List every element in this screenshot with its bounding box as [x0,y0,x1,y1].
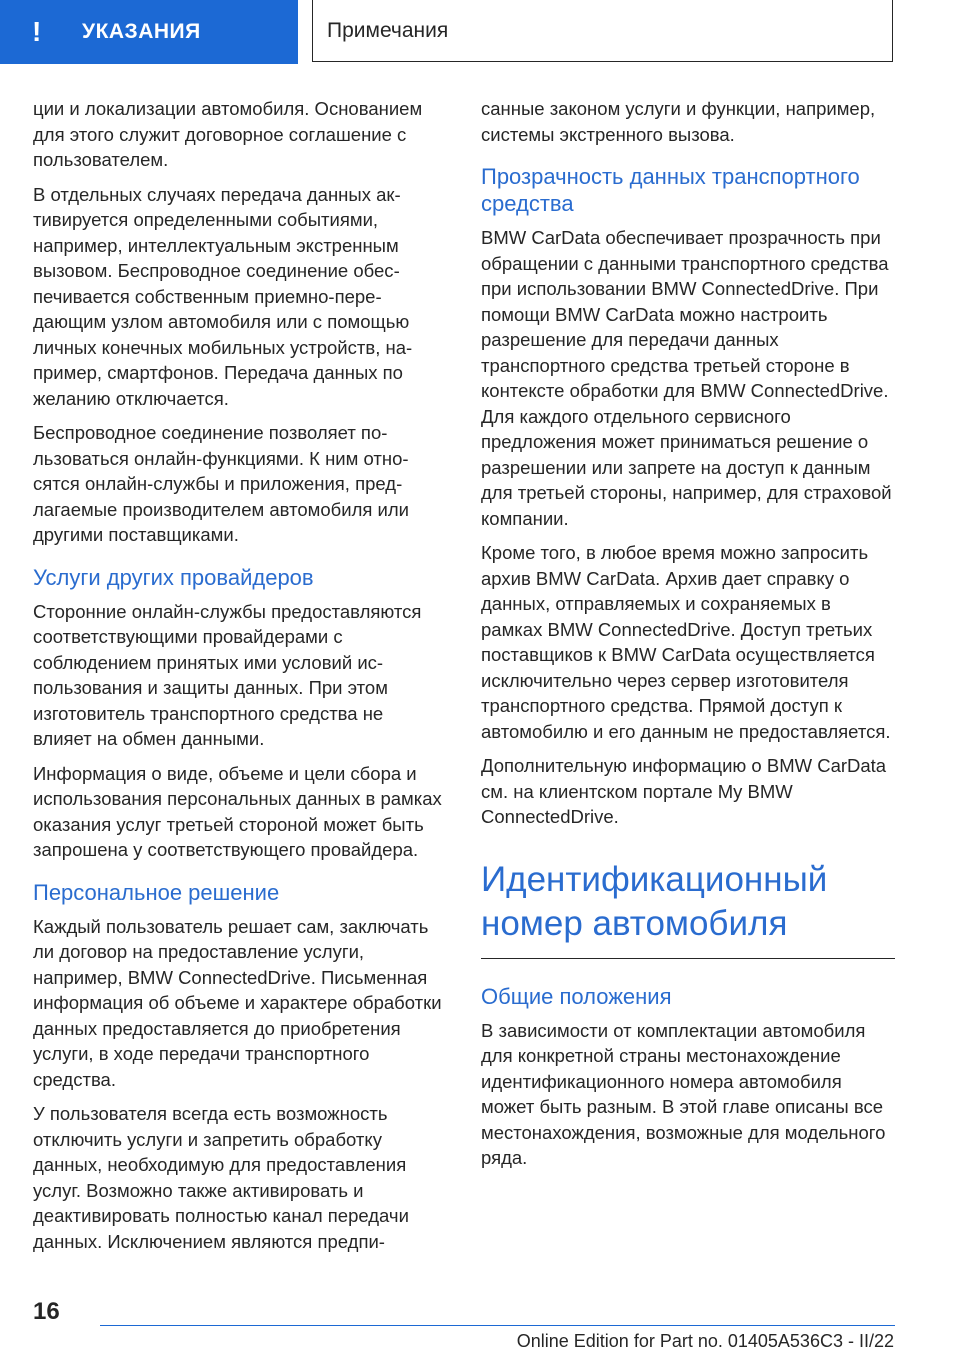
section-header [0,0,298,64]
heading-third-party-services: Услуги других провайдеров [33,564,314,590]
page-number: 16 [33,1298,60,1325]
paragraph: Кроме того, в любое время можно запросить архив BMW CarData. Архив дает справку о данных, отправляемых и сохраняемых в рамках BMW ConnectedDrive. Доступ третьих поставщиков к BMW CarData осуществляется исключительно через сервер изготовителя транспортного средства. Прямой доступ к автомобилю и его данным не предоставляется. [481,542,891,742]
chapter-header [312,0,893,62]
chapter-title: Примечания [327,18,449,42]
heading-divider [481,958,895,959]
paragraph: В отдельных случаях передача данных активируется определенными событиями, например, интеллектуальным экстренным вызовом. Беспроводное соединение обеспечивается собственным приемно-передающим узлом автомобиля или с помощью личных конечных мобильных устройств, например, смартфонов. Передача данных по желанию отключается. [33,183,413,409]
paragraph: В зависимости от комплектации автомобиля для конкретной страны местонахождение идентификационного номера автомобиля может быть разным. В этой главе описаны все местонахождения, возможные для модельного ряда. [481,1019,886,1168]
paragraph: Информация о виде, объеме и цели сбора и использования персональных данных в рамках оказания услуг третьей стороной может быть запрошена у соответствующего провайдера. [33,762,442,860]
chapter-heading-vin: Идентификационный номер автомобиля [481,859,828,943]
heading-data-transparency: Прозрачность данных транспортного средства [481,164,860,216]
paragraph: санные законом услуги и функции, например, системы экстренного вызова. [481,98,876,145]
right-column [481,96,895,1180]
paragraph: Дополнительную информацию о BMW CarData см. на клиентском портале My BMW ConnectedDrive. [481,755,887,827]
paragraph: Беспроводное соединение позволяет пользоваться онлайн-функциями. К ним относятся онлайн-службы и приложения, предлагаемые производителем автомобиля или другими поставщиками. [33,422,409,545]
footer-divider [100,1325,895,1326]
paragraph: ции и локализации автомобиля. Основанием для этого служит договорное соглашение с пользователем. [33,98,423,170]
paragraph: Каждый пользователь решает сам, заключать ли договор на предоставление услуги, например, BMW ConnectedDrive. Письменная информация об объеме и характере обработки данных предоставляется до приобретения услуги, в ходе передачи транспортного средства. [33,915,442,1090]
paragraph: У пользователя всегда есть возможность отключить услуги и запретить обработку данных, необходимую для предоставления услуг. Возможно также активировать и деактивировать полностью канал передачи данных. Исключением являются предпи- [33,1103,409,1252]
paragraph: BMW CarData обеспечивает прозрачность при обращении с данными транспортного средства при использовании BMW ConnectedDrive. При помощи BMW CarData можно настроить разрешение для передачи данных транспортного средства третьей стороне в контексте обработки для BMW ConnectedDrive. Для каждого отдельного сервисного предложения может приниматься решение о разрешении или запрете на доступ к данным для третьей стороны, например, для страховой компании. [481,227,892,529]
section-title: УКАЗАНИЯ [82,20,201,43]
heading-general-provisions: Общие положения [481,983,672,1009]
exclamation-icon: ! [32,16,42,47]
paragraph: Сторонние онлайн-службы предоставляются соответствующими провайдерами с соблюдением принятых ими условий использования и защиты данных. При этом изготовитель транспортного средства не влияет на обмен данными. [33,600,422,749]
left-column [33,96,447,1263]
heading-personal-decision: Персональное решение [33,879,280,905]
edition-note: Online Edition for Part no. 01405A536C3 - II/22 [516,1331,894,1351]
